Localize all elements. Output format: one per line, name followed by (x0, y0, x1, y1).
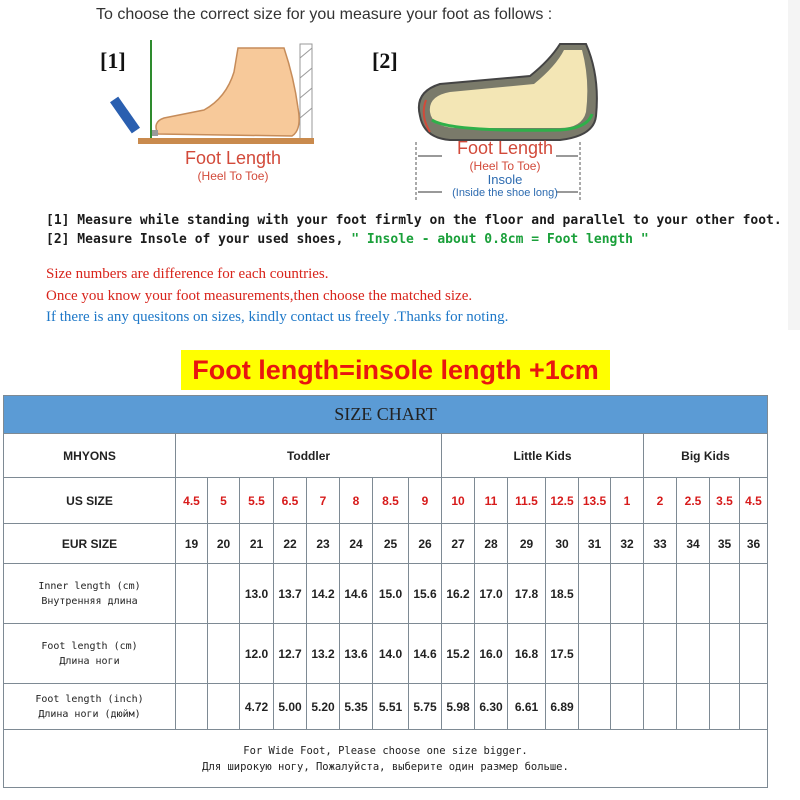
row-label (4, 624, 176, 684)
us-size-cell: 6.5 (274, 478, 307, 524)
foot-length-inch-row (4, 684, 768, 730)
insole-sub: (Inside the shoe long) (452, 187, 558, 199)
step-2-highlight: " Insole - about 0.8cm = Foot length " (343, 232, 649, 247)
eur-size-cell: 24 (340, 524, 373, 564)
note-choose-size: Once you know your foot measurements,then choose the matched size. (46, 288, 473, 304)
us-size-cell: 13.5 (579, 478, 611, 524)
wide-foot-note-en: For Wide Foot, Please choose one size bigger. (243, 744, 528, 757)
eur-size-cell: 30 (546, 524, 579, 564)
inner-length-cell (740, 564, 768, 624)
inner-length-cell: 13.0 (240, 564, 274, 624)
us-size-cell: 2.5 (677, 478, 710, 524)
foot-length-banner: Foot length=insole length +1cm (181, 350, 610, 390)
size-chart (3, 395, 768, 788)
inner-length-cell: 16.2 (442, 564, 475, 624)
row-label (4, 684, 176, 730)
row-label-en: Foot length (cm) (41, 640, 138, 652)
foot-length-inch-cell: 6.89 (546, 684, 579, 730)
eur-size-cell: 32 (611, 524, 644, 564)
inner-length-cell (677, 564, 710, 624)
foot-length-inch-cell (611, 684, 644, 730)
group-toddler: Toddler (176, 434, 442, 478)
us-size-cell: 7 (307, 478, 340, 524)
row-label (4, 564, 176, 624)
wide-foot-note-ru: Для широкую ногу, Пожалуйста, выберите один размер больше. (202, 760, 569, 773)
foot-length-inch-cell: 6.30 (475, 684, 508, 730)
inner-length-cell: 13.7 (274, 564, 307, 624)
brand-cell: MHYONS (4, 434, 176, 478)
foot-length-cm-cell: 14.0 (373, 624, 409, 684)
row-label-ru: Длина ноги (дюйм) (38, 708, 141, 720)
note-contact: If there is any quesitons on sizes, kindly contact us freely .Thanks for noting. (46, 309, 509, 325)
figure2-caption-main: Foot Length (456, 138, 554, 158)
eur-size-cell: 27 (442, 524, 475, 564)
foot-length-inch-cell: 5.51 (373, 684, 409, 730)
inner-length-cell (208, 564, 240, 624)
us-size-cell: 2 (644, 478, 677, 524)
inner-length-cell (579, 564, 611, 624)
foot-length-cm-cell (176, 624, 208, 684)
us-size-cell: 10 (442, 478, 475, 524)
foot-length-cm-cell: 15.2 (442, 624, 475, 684)
eur-size-cell: 36 (740, 524, 768, 564)
eur-size-row (4, 524, 768, 564)
size-chart-table (3, 395, 768, 788)
figure1-caption (168, 148, 298, 183)
foot-length-cm-cell: 12.7 (274, 624, 307, 684)
inner-length-cell: 17.0 (475, 564, 508, 624)
panel-edge (788, 0, 800, 330)
foot-length-cm-cell (579, 624, 611, 684)
foot-length-inch-cell (176, 684, 208, 730)
foot-length-cm-cell (677, 624, 710, 684)
foot-length-inch-cell: 5.00 (274, 684, 307, 730)
inner-length-cell: 15.6 (409, 564, 442, 624)
inner-length-row (4, 564, 768, 624)
group-big-kids: Big Kids (644, 434, 768, 478)
foot-length-inch-cell (579, 684, 611, 730)
foot-length-cm-cell: 14.6 (409, 624, 442, 684)
figure1-caption-sub: (Heel To Toe) (197, 169, 269, 183)
foot-length-inch-cell (740, 684, 768, 730)
eur-size-cell: 20 (208, 524, 240, 564)
foot-length-inch-cell (644, 684, 677, 730)
row-label-ru: Длина ноги (59, 655, 120, 667)
note-sizes-differ: Size numbers are difference for each countries. (46, 266, 329, 282)
step-2 (46, 232, 649, 247)
foot-length-cm-cell (208, 624, 240, 684)
inner-length-cell (176, 564, 208, 624)
us-size-cell: 8.5 (373, 478, 409, 524)
inner-length-cell: 17.8 (508, 564, 546, 624)
figure2-caption-sub: (Heel To Toe) (469, 159, 541, 173)
us-size-row (4, 478, 768, 524)
foot-length-inch-cell (710, 684, 740, 730)
foot-length-cm-cell: 12.0 (240, 624, 274, 684)
eur-size-cell: 26 (409, 524, 442, 564)
instructions-headline: To choose the correct size for you measure your foot as follows : (96, 6, 553, 23)
foot-length-inch-cell (677, 684, 710, 730)
us-size-cell: 4.5 (176, 478, 208, 524)
insole-measure-illustration (410, 36, 610, 146)
us-size-cell: 5 (208, 478, 240, 524)
row-label-ru: Внутренняя длина (41, 595, 138, 607)
inner-length-cell: 14.2 (307, 564, 340, 624)
foot-length-cm-row (4, 624, 768, 684)
row-label-en: Foot length (inch) (35, 693, 144, 705)
step-2-text: [2] Measure Insole of your used shoes, (46, 232, 344, 247)
eur-size-cell: 21 (240, 524, 274, 564)
insole-label: Insole (487, 172, 523, 187)
foot-length-cm-cell: 13.6 (340, 624, 373, 684)
row-label: US SIZE (4, 478, 176, 524)
figure1-marker: [1] (100, 48, 126, 73)
row-label: EUR SIZE (4, 524, 176, 564)
step-1: [1] Measure while standing with your foot firmly on the floor and parallel to your other foot. (46, 213, 782, 228)
foot-length-cm-cell: 17.5 (546, 624, 579, 684)
insole-caption (440, 172, 570, 199)
eur-size-cell: 25 (373, 524, 409, 564)
foot-length-inch-cell: 5.20 (307, 684, 340, 730)
foot-length-cm-cell: 13.2 (307, 624, 340, 684)
inner-length-cell (644, 564, 677, 624)
foot-length-cm-cell (740, 624, 768, 684)
us-size-cell: 1 (611, 478, 644, 524)
inner-length-cell: 14.6 (340, 564, 373, 624)
eur-size-cell: 35 (710, 524, 740, 564)
foot-length-inch-cell: 5.75 (409, 684, 442, 730)
foot-length-cm-cell (644, 624, 677, 684)
us-size-cell: 8 (340, 478, 373, 524)
group-little-kids: Little Kids (442, 434, 644, 478)
us-size-cell: 4.5 (740, 478, 768, 524)
us-size-cell: 12.5 (546, 478, 579, 524)
inner-length-cell (710, 564, 740, 624)
foot-length-inch-cell: 6.61 (508, 684, 546, 730)
foot-length-cm-cell (611, 624, 644, 684)
figure1-caption-main: Foot Length (184, 148, 282, 168)
foot-length-inch-cell: 5.98 (442, 684, 475, 730)
foot-length-inch-cell: 4.72 (240, 684, 274, 730)
us-size-cell: 9 (409, 478, 442, 524)
us-size-cell: 3.5 (710, 478, 740, 524)
inner-length-cell: 15.0 (373, 564, 409, 624)
us-size-cell: 11 (475, 478, 508, 524)
eur-size-cell: 28 (475, 524, 508, 564)
wide-foot-note (4, 730, 768, 788)
inner-length-cell: 18.5 (546, 564, 579, 624)
us-size-cell: 11.5 (508, 478, 546, 524)
foot-length-cm-cell: 16.8 (508, 624, 546, 684)
size-chart-title: SIZE CHART (4, 396, 768, 434)
eur-size-cell: 34 (677, 524, 710, 564)
foot-length-cm-cell (710, 624, 740, 684)
row-label-en: Inner length (cm) (38, 580, 141, 592)
figure2-marker: [2] (372, 48, 398, 73)
foot-length-inch-cell: 5.35 (340, 684, 373, 730)
us-size-cell: 5.5 (240, 478, 274, 524)
foot-length-cm-cell: 16.0 (475, 624, 508, 684)
eur-size-cell: 29 (508, 524, 546, 564)
eur-size-cell: 23 (307, 524, 340, 564)
foot-length-inch-cell (208, 684, 240, 730)
eur-size-cell: 33 (644, 524, 677, 564)
eur-size-cell: 31 (579, 524, 611, 564)
inner-length-cell (611, 564, 644, 624)
eur-size-cell: 22 (274, 524, 307, 564)
eur-size-cell: 19 (176, 524, 208, 564)
foot-measure-illustration (108, 38, 328, 148)
